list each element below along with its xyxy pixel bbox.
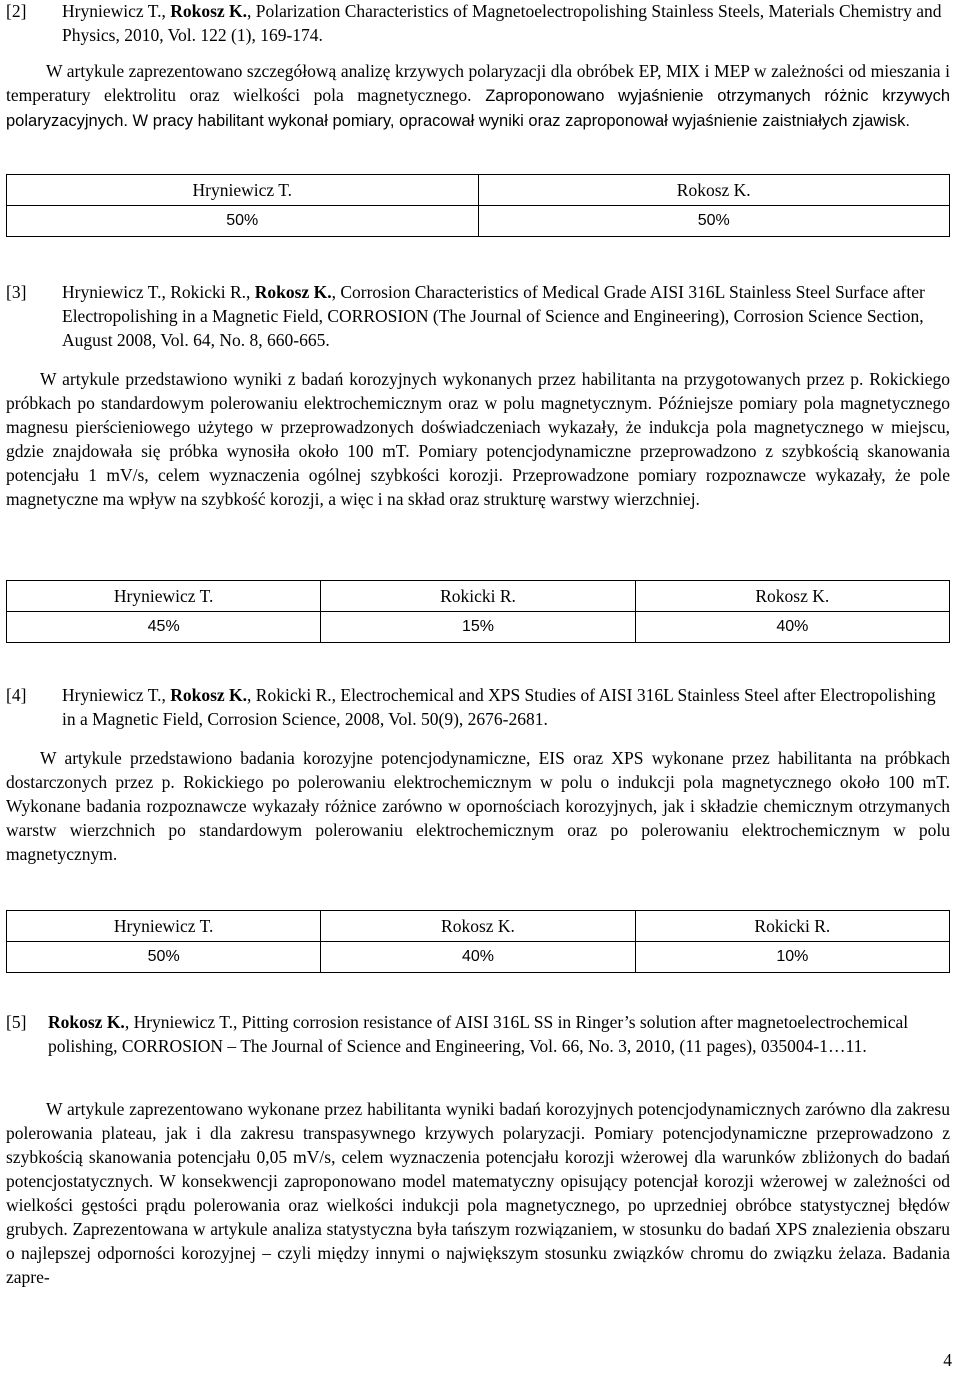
contribution-author: Rokosz K. — [478, 175, 950, 206]
description-text: W artykule zaprezentowano szczegółową analizę krzywych polaryzacji dla obróbek EP, MIX i MEP w zależności od mieszania i temperatury elektrolitu oraz wielkości pola magnetycznego. — [6, 61, 950, 105]
reference-authors-rest: , Hryniewicz T. — [124, 1012, 234, 1032]
contribution-table — [6, 174, 950, 237]
description-text-sans: Zaproponowano wyjaśnienie otrzymanych różnic krzywych polaryzacyjnych. W pracy habilitant wykonał pomiary, opracował wyniki oraz zaproponował wyjaśnienie zaistniałych zjawisk. — [6, 87, 950, 130]
reference-citation: , Polarization Characteristics of Magnetoelectropolishing Stainless Steels, Materials Chemistry and Physics, 2010, Vol. 122 (1), 169-174. — [62, 1, 942, 45]
contribution-value: 50% — [478, 206, 950, 237]
description-text: W artykule przedstawiono wyniki z badań korozyjnych wykonanych przez habilitanta na przygotowanych przez p. Rokickiego próbkach po standardowym polerowaniu elektrochemicznym oraz w polu magnetycznym. Późniejsze pomiary pola magnetycznego magnesu pierścieniowego użytego w przeprowadzonych doświadczeniach wykazały, że indukcja pola magnetycznego w miejscu, gdzie znajdowała się próbka wynosiła około 100 mT. Pomiary potencjodynamiczne przeprowadzono z szybkością skanowania potencjału 1 mV/s, celem wyznaczenia ogólnej szybkości korozji. Przeprowadzone pomiary rozpoznawcze wykazały, że pole magnetyczne ma wpływ na szybkość korozji, a więc i na skład oraz strukturę warstwy wierzchniej. — [6, 369, 950, 509]
contribution-author: Hryniewicz T. — [7, 175, 479, 206]
reference-number: [2] — [6, 1, 27, 21]
contribution-author: Rokosz K. — [321, 911, 635, 942]
page-number: 4 — [943, 1350, 952, 1370]
reference-authors: Hryniewicz T., Rokicki R., — [62, 282, 255, 302]
contribution-table — [6, 580, 950, 643]
contribution-value: 45% — [7, 612, 321, 643]
reference-author-highlight: Rokosz K. — [170, 685, 248, 705]
reference-authors-rest: , Rokicki R. — [247, 685, 332, 705]
reference-author-highlight: Rokosz K. — [48, 1012, 125, 1032]
contribution-author: Rokosz K. — [635, 581, 949, 612]
reference-2 — [6, 0, 950, 47]
reference-5 — [6, 1010, 950, 1058]
reference-author-highlight: Rokosz K. — [254, 282, 332, 302]
reference-number: [4] — [6, 685, 27, 705]
reference-description — [6, 746, 950, 866]
reference-description — [6, 367, 950, 511]
contribution-author: Hryniewicz T. — [7, 581, 321, 612]
reference-description — [6, 59, 950, 133]
contribution-author: Rokicki R. — [635, 911, 949, 942]
contribution-value: 40% — [321, 942, 635, 973]
reference-number: [3] — [6, 282, 27, 302]
contribution-author: Rokicki R. — [321, 581, 635, 612]
reference-3 — [6, 280, 950, 352]
contribution-value: 10% — [635, 942, 949, 973]
contribution-table — [6, 910, 950, 973]
reference-author-highlight: Rokosz K. — [170, 1, 248, 21]
reference-authors: Hryniewicz T., — [62, 685, 171, 705]
reference-description — [6, 1097, 950, 1289]
description-text: W artykule zaprezentowano wykonane przez habilitanta wyniki badań korozyjnych potencjodynamicznych zarówno dla zakresu polerowania plateau, jak i dla zakresu transpasywnego krzywych polaryzacji. Pomiary potencjodynamiczne przeprowadzono z szybkością skanowania potencjału 0,05 mV/s, celem wyznaczenia potencjału korozji wżerowej dla warunków zbliżonych do badań potencjostatycznych. W konsekwencji zaproponowano model matematyczny opisujący potencjał korozji wżerowej w zależności od wielkości gęstości prądu polerowania oraz wielkości indukcji pola magnetycznego, po uprzedniej obróbce statystycznej błędów grubych. Zaprezentowana w artykule analiza statystyczna była tańszym rozwiązaniem, w stosunku do badań XPS znalezienia obszaru o najlepszej odporności korozyjnej – czyli między innymi o największym stosunku związków chromu do związku żelaza. Badania zapre- — [6, 1099, 950, 1287]
reference-4 — [6, 683, 950, 731]
contribution-author: Hryniewicz T. — [7, 911, 321, 942]
reference-authors: Hryniewicz T., — [62, 1, 171, 21]
contribution-value: 40% — [635, 612, 949, 643]
contribution-value: 50% — [7, 206, 479, 237]
contribution-value: 15% — [321, 612, 635, 643]
contribution-value: 50% — [7, 942, 321, 973]
reference-citation: , Pitting corrosion resistance of AISI 316L SS in Ringer’s solution after magnetoelectrochemical polishing, CORROSION – The Journal of Science and Engineering, Vol. 66, No. 3, 2010, (11 pages), 035004-1…11. — [48, 1012, 909, 1056]
reference-citation: , Electrochemical and XPS Studies of AISI 316L Stainless Steel after Electropolishing in a Magnetic Field, Corrosion Science, 2008, Vol. 50(9), 2676-2681. — [62, 685, 936, 729]
description-text: W artykule przedstawiono badania korozyjne potencjodynamiczne, EIS oraz XPS wykonane przez habilitanta na próbkach dostarczonych przez p. Rokickiego po polerowaniu elektrochemicznym w polu o indukcji pola magnetycznego około 100 mT. Wykonane badania rozpoznawcze wykazały różnice zarówno w opornościach korozyjnych, jak i składzie chemicznym otrzymanych warstw wierzchnich po standardowym polerowaniu elektrochemicznym oraz po polerowaniu elektrochemicznym w polu magnetycznym. — [6, 748, 950, 864]
reference-number: [5] — [6, 1012, 27, 1032]
reference-citation: , Corrosion Characteristics of Medical Grade AISI 316L Stainless Steel Surface after Electropolishing in a Magnetic Field, CORROSION (The Journal of Science and Engineering), Corrosion Science Section, August 2008, Vol. 64, No. 8, 660-665. — [62, 282, 925, 350]
